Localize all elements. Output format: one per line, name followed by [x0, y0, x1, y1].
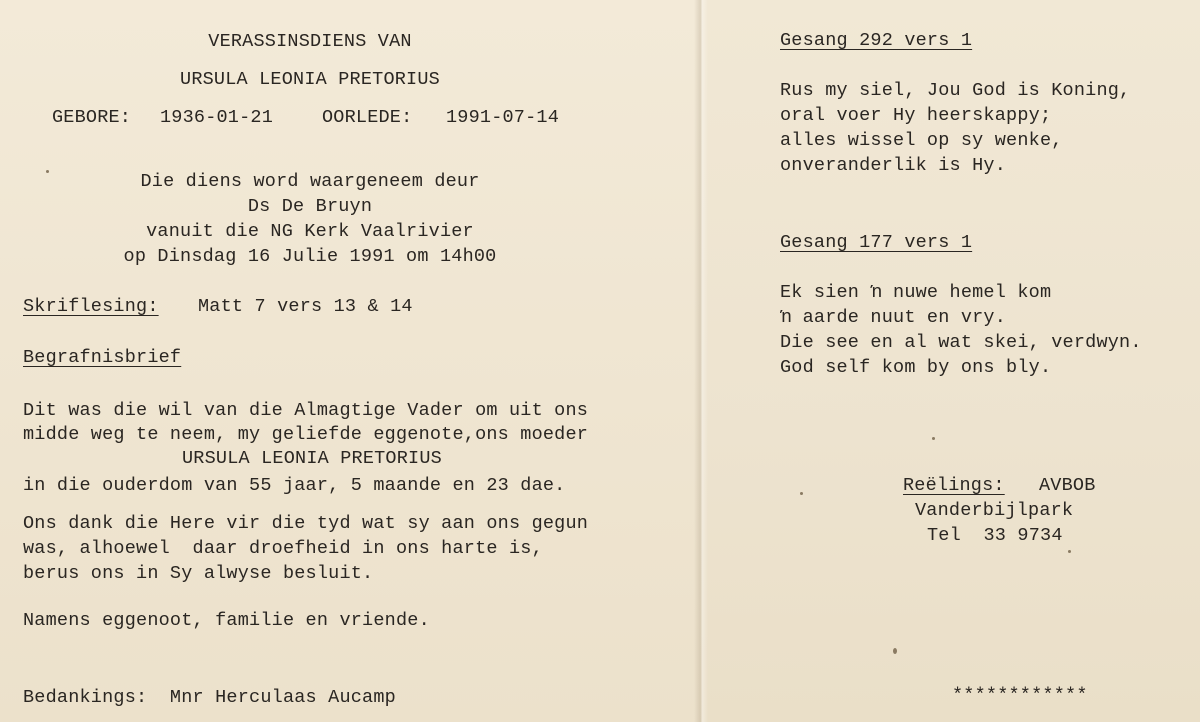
paper-speck	[46, 170, 49, 173]
hymn1-line: Rus my siel, Jou God is Koning,	[780, 80, 1131, 101]
heading-deceased-name: URSULA LEONIA PRETORIUS	[180, 69, 440, 90]
service-line: Die diens word waargeneem deur	[140, 171, 480, 192]
hymn1-line: alles wissel op sy wenke,	[780, 130, 1063, 151]
died-label: OORLEDE:	[322, 107, 413, 128]
paper-speck	[893, 648, 897, 654]
letter-line-name: URSULA LEONIA PRETORIUS	[182, 448, 442, 469]
service-line: op Dinsdag 16 Julie 1991 om 14h00	[123, 246, 497, 267]
letter-heading: Begrafnisbrief	[23, 347, 182, 368]
reading-value: Matt 7 vers 13 & 14	[198, 296, 413, 317]
reading-label: Skriflesing:	[23, 296, 159, 317]
paper-speck	[932, 437, 935, 440]
service-line: vanuit die NG Kerk Vaalrivier	[146, 221, 474, 242]
page-fold	[694, 0, 708, 722]
thanks-line: was, alhoewel daar droefheid in ons harte is,	[23, 538, 543, 559]
thanks-line: berus ons in Sy alwyse besluit.	[23, 563, 374, 584]
hymn2-line: Die see en al wat skei, verdwyn.	[780, 332, 1142, 353]
letter-line: Dit was die wil van die Almagtige Vader om uit ons	[23, 400, 589, 421]
arrangements-tel: Tel 33 9734	[927, 525, 1063, 546]
hymn2-line: Ek sien ŉ nuwe hemel kom	[780, 282, 1052, 303]
born-label: GEBORE:	[52, 107, 132, 128]
arrangements-city: Vanderbijlpark	[915, 500, 1074, 521]
died-date: 1991-07-14	[446, 107, 560, 128]
arrangements-label: Reëlings:	[903, 475, 1005, 496]
arrangements-name: AVBOB	[1039, 475, 1096, 496]
hymn2-title: Gesang 177 vers 1	[780, 232, 973, 253]
hymn2-line: ŉ aarde nuut en vry.	[780, 307, 1007, 328]
paper-speck	[800, 492, 803, 495]
hymn2-line: God self kom by ons bly.	[780, 357, 1052, 378]
hymn1-line: oral voer Hy heerskappy;	[780, 105, 1052, 126]
born-date: 1936-01-21	[160, 107, 274, 128]
letter-line: in die ouderdom van 55 jaar, 5 maande en 23 dae.	[23, 475, 566, 496]
service-line: Ds De Bruyn	[247, 196, 373, 217]
heading-service: VERASSINSDIENS VAN	[208, 31, 412, 52]
acknowledgements: Bedankings: Mnr Herculaas Aucamp	[23, 687, 396, 708]
thanks-line: Ons dank die Here vir die tyd wat sy aan ons gegun	[23, 513, 589, 534]
letter-line: midde weg te neem, my geliefde eggenote,ons moeder	[23, 424, 589, 445]
footer-stars: ************	[952, 685, 1088, 706]
signoff: Namens eggenoot, familie en vriende.	[23, 610, 430, 631]
hymn1-line: onveranderlik is Hy.	[780, 155, 1007, 176]
hymn1-title: Gesang 292 vers 1	[780, 30, 973, 51]
paper-speck	[1068, 550, 1071, 553]
